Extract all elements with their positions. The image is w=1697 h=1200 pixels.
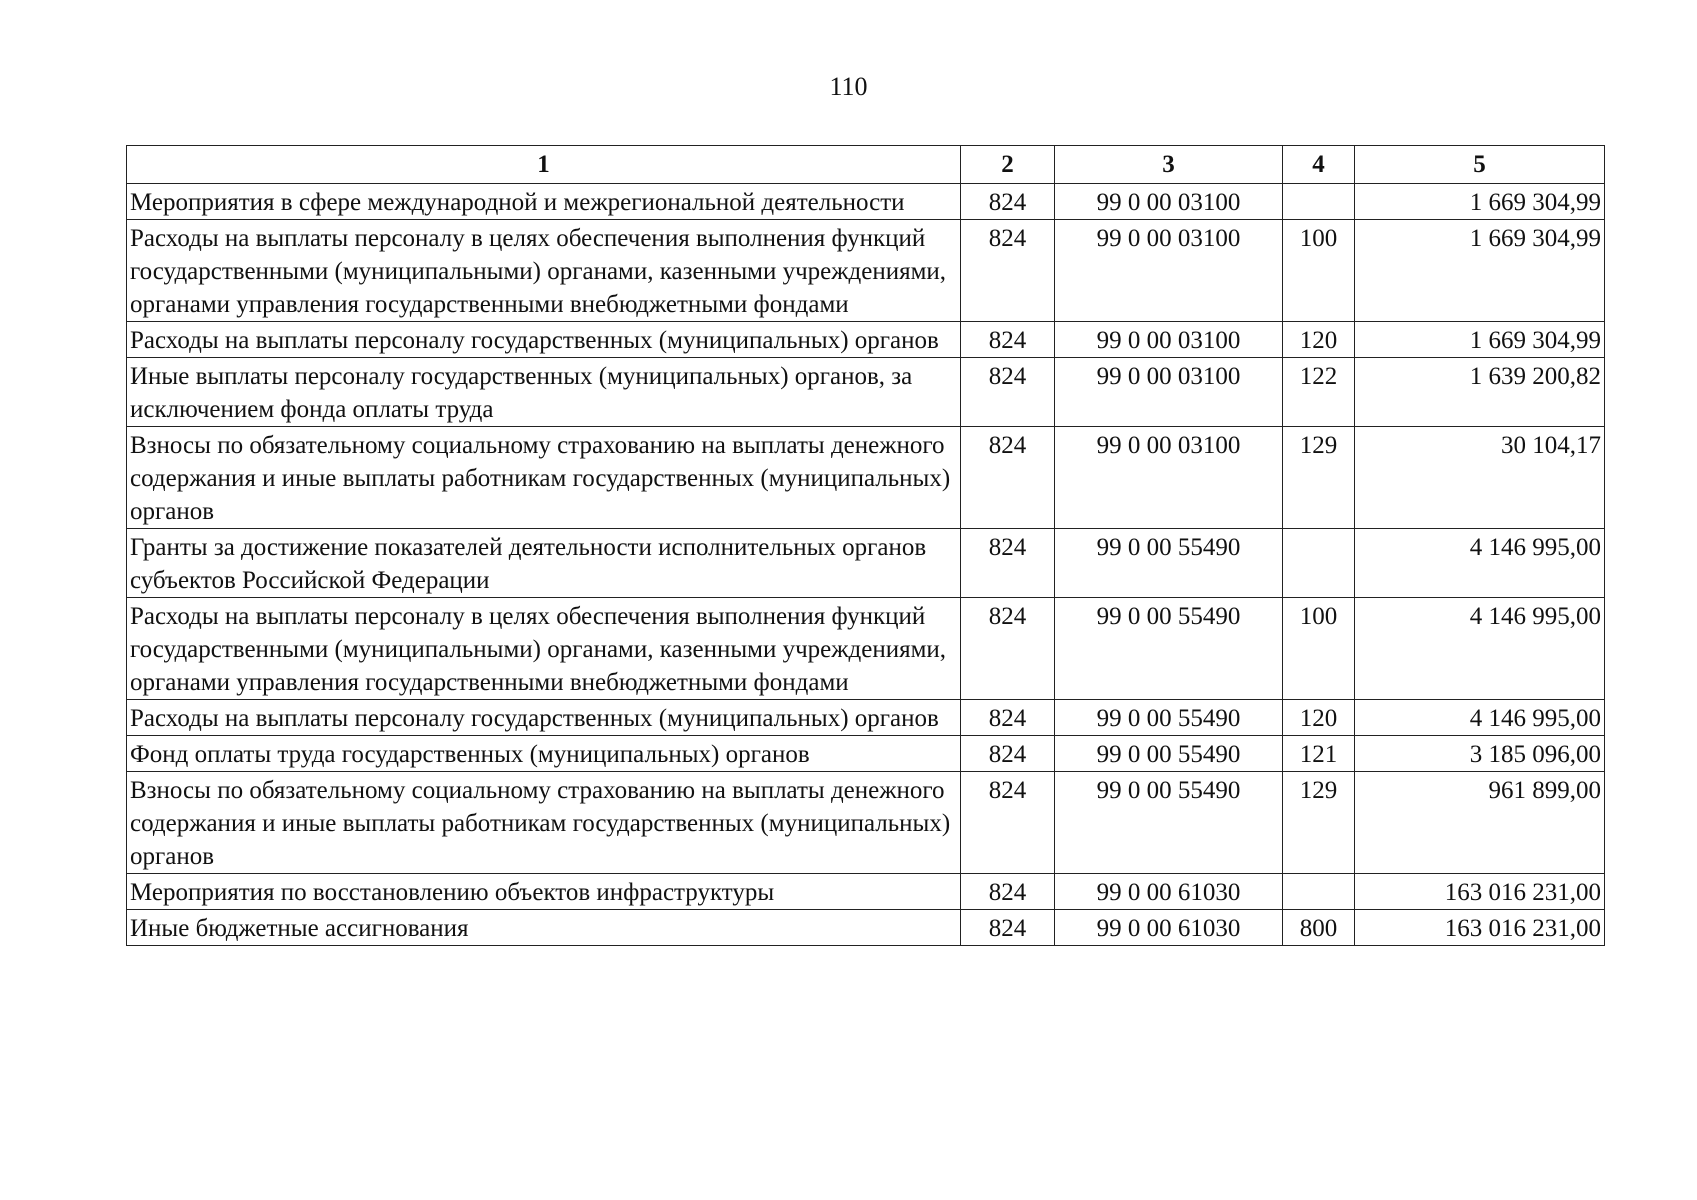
expense-name: Гранты за достижение показателей деятельности исполнительных органов субъектов Российской Федерации (127, 529, 961, 598)
table-row (127, 529, 1605, 598)
target-article-code: 99 0 00 55490 (1055, 529, 1283, 598)
column-header: 4 (1283, 146, 1355, 184)
expense-type-code: 129 (1283, 772, 1355, 874)
target-article-code: 99 0 00 03100 (1055, 358, 1283, 427)
expense-type-code: 122 (1283, 358, 1355, 427)
expense-type-code (1283, 184, 1355, 220)
budget-table (126, 145, 1605, 946)
org-code: 824 (961, 358, 1055, 427)
table-row (127, 736, 1605, 772)
expense-name: Иные выплаты персоналу государственных (муниципальных) органов, за исключением фонда оплаты труда (127, 358, 961, 427)
expense-name: Расходы на выплаты персоналу государственных (муниципальных) органов (127, 322, 961, 358)
target-article-code: 99 0 00 61030 (1055, 874, 1283, 910)
amount: 30 104,17 (1355, 427, 1605, 529)
org-code: 824 (961, 910, 1055, 946)
org-code: 824 (961, 529, 1055, 598)
expense-type-code: 100 (1283, 598, 1355, 700)
amount: 961 899,00 (1355, 772, 1605, 874)
expense-name: Фонд оплаты труда государственных (муниципальных) органов (127, 736, 961, 772)
header-row (127, 146, 1605, 184)
expense-name: Расходы на выплаты персоналу в целях обеспечения выполнения функций государственными (муниципальными) органами, казенными учреждениями, органами управления государственными внебюджетными фондами (127, 598, 961, 700)
expense-type-code (1283, 529, 1355, 598)
expense-name: Мероприятия в сфере международной и межрегиональной деятельности (127, 184, 961, 220)
org-code: 824 (961, 220, 1055, 322)
target-article-code: 99 0 00 55490 (1055, 772, 1283, 874)
expense-type-code: 121 (1283, 736, 1355, 772)
amount: 1 639 200,82 (1355, 358, 1605, 427)
expense-type-code: 120 (1283, 322, 1355, 358)
org-code: 824 (961, 736, 1055, 772)
target-article-code: 99 0 00 03100 (1055, 220, 1283, 322)
org-code: 824 (961, 598, 1055, 700)
expense-type-code: 120 (1283, 700, 1355, 736)
column-header: 1 (127, 146, 961, 184)
column-header: 5 (1355, 146, 1605, 184)
expense-name: Иные бюджетные ассигнования (127, 910, 961, 946)
column-header: 3 (1055, 146, 1283, 184)
table-row (127, 358, 1605, 427)
amount: 1 669 304,99 (1355, 184, 1605, 220)
amount: 4 146 995,00 (1355, 700, 1605, 736)
amount: 4 146 995,00 (1355, 529, 1605, 598)
amount: 1 669 304,99 (1355, 322, 1605, 358)
expense-name: Расходы на выплаты персоналу в целях обеспечения выполнения функций государственными (муниципальными) органами, казенными учреждениями, органами управления государственными внебюджетными фондами (127, 220, 961, 322)
expense-type-code (1283, 874, 1355, 910)
expense-type-code: 800 (1283, 910, 1355, 946)
target-article-code: 99 0 00 55490 (1055, 736, 1283, 772)
table-row (127, 772, 1605, 874)
expense-name: Взносы по обязательному социальному страхованию на выплаты денежного содержания и иные выплаты работникам государственных (муниципальных) органов (127, 427, 961, 529)
org-code: 824 (961, 184, 1055, 220)
column-header: 2 (961, 146, 1055, 184)
target-article-code: 99 0 00 03100 (1055, 427, 1283, 529)
target-article-code: 99 0 00 61030 (1055, 910, 1283, 946)
org-code: 824 (961, 427, 1055, 529)
table-row (127, 220, 1605, 322)
org-code: 824 (961, 322, 1055, 358)
table-row (127, 598, 1605, 700)
org-code: 824 (961, 700, 1055, 736)
table-row (127, 874, 1605, 910)
amount: 1 669 304,99 (1355, 220, 1605, 322)
expense-name: Взносы по обязательному социальному страхованию на выплаты денежного содержания и иные выплаты работникам государственных (муниципальных) органов (127, 772, 961, 874)
amount: 4 146 995,00 (1355, 598, 1605, 700)
target-article-code: 99 0 00 55490 (1055, 700, 1283, 736)
amount: 163 016 231,00 (1355, 874, 1605, 910)
amount: 163 016 231,00 (1355, 910, 1605, 946)
target-article-code: 99 0 00 03100 (1055, 322, 1283, 358)
page-number: 110 (829, 72, 868, 101)
org-code: 824 (961, 772, 1055, 874)
target-article-code: 99 0 00 55490 (1055, 598, 1283, 700)
expense-type-code: 129 (1283, 427, 1355, 529)
expense-type-code: 100 (1283, 220, 1355, 322)
table-row (127, 700, 1605, 736)
expense-name: Расходы на выплаты персоналу государственных (муниципальных) органов (127, 700, 961, 736)
amount: 3 185 096,00 (1355, 736, 1605, 772)
table-row (127, 322, 1605, 358)
table-row (127, 184, 1605, 220)
table-row (127, 427, 1605, 529)
expense-name: Мероприятия по восстановлению объектов инфраструктуры (127, 874, 961, 910)
table-row (127, 910, 1605, 946)
target-article-code: 99 0 00 03100 (1055, 184, 1283, 220)
org-code: 824 (961, 874, 1055, 910)
